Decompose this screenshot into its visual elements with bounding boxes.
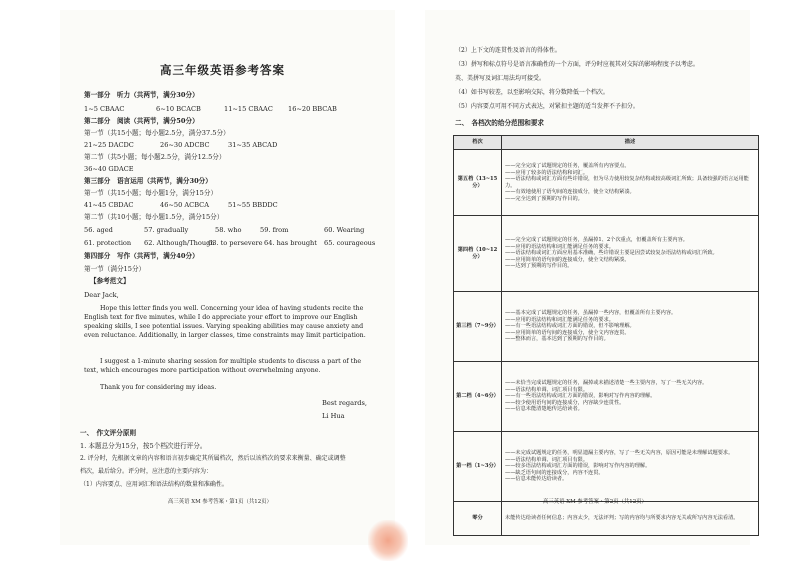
criterion-line: ——基本完成了试题规定的任务，虽漏掉一些内容，但覆盖所有主要内容。	[505, 310, 677, 317]
answer-page-2	[425, 10, 750, 545]
criterion-line: ——有一些语法结构或词汇方面的错误，但不影响理解。	[505, 323, 635, 330]
criterion-line: ——整体而言，基本达到了预期的写作目的。	[505, 336, 609, 343]
criterion-line: ——有效地使用了语句间的连接成分，使全文结构紧凑。	[505, 189, 635, 195]
criterion-line: ——应用了较多的语法结构和词汇。	[505, 169, 589, 176]
criterion-line: ——应用的语法结构和词汇能满足任务的要求。	[505, 316, 614, 323]
reading-answers-section2: 36~40 GDACE	[84, 165, 134, 173]
criterion-line: ——应用简单的语句间的连接成分，使全文内容连贯。	[505, 329, 630, 336]
description-cell	[502, 216, 759, 292]
rule-item-5: （5）内容要点可用不同方式表达，对紧扣主题的适当发挥不予扣分。	[455, 103, 639, 110]
cloze-section-heading: 第一节（共15小题；每小题1分，满分15分）	[84, 189, 218, 197]
letter-signature: Li Hua	[322, 412, 345, 420]
description-cell	[502, 150, 759, 216]
criterion-line: ——信息未能清楚地传达给读者。	[505, 406, 583, 413]
scoring-rule-2-cont: 档次，最后给分。评分时，应注意的主要内容为：	[80, 468, 213, 475]
criterion-line: ——语法结构或词汇方面有些许错误，但为尽力使用较复杂结构或较高级词汇所致；具备较强的语言运用能力。	[505, 176, 749, 189]
part4-heading: 第四部分 写作（共两节，满分40分）	[84, 252, 199, 260]
criterion-line: ——有一些语法结构或词汇方面的错误，影响对写作内容的理解。	[505, 393, 656, 400]
criterion-line: ——较少使用语句间的连接成分，内容缺少连贯性。	[505, 399, 625, 406]
criterion-line: 未能传达给读者任何信息；内容太少，无法评判；写的内容均与所要求内容无关或所写内容无法看清。	[505, 515, 739, 522]
page-title: 高三年级英语参考答案	[160, 63, 285, 77]
cloze-answers-1: 41~45 CBDAC	[84, 201, 134, 209]
table-row	[454, 362, 759, 432]
letter-salutation: Dear Jack,	[84, 291, 119, 299]
letter-closing: Best regards,	[322, 399, 367, 407]
rule-item-3: （3）拼写和标点符号是语言准确性的一个方面，评分时应视其对交际的影响程度予以考虑。	[455, 61, 699, 68]
listening-answers-4: 16~20 BBCAB	[288, 105, 337, 113]
criterion-line: ——信息未能传达给读者。	[505, 476, 568, 483]
table-title: 二、 各档次的给分范围和要求	[455, 119, 545, 127]
criterion-line: ——语法结构单调、词汇项目有限。	[505, 456, 589, 463]
scoring-rule-2: 2. 评分时，先根据文章的内容和语言初步确定其所属档次，然后以该档次的要求来衡量、确定或调整	[80, 455, 346, 462]
fill-answer: 60. Wearing	[324, 226, 365, 234]
criterion-line: ——缺乏语句间的连接成分，内容不连贯。	[505, 469, 604, 476]
reading-section2-heading: 第二节（共5小题；每小题2.5分，满分12.5分）	[84, 153, 226, 161]
scoring-rule-2-item1: （1）内容要点、应用词汇和语法结构的数量和准确性。	[80, 481, 228, 488]
fill-answer: 56. aged	[84, 226, 113, 234]
level-cell: 第五档（13~15分）	[454, 150, 502, 216]
part1-heading: 第一部分 听力（共两节，满分30分）	[84, 91, 199, 99]
reading-answers-1: 21~25 DACDC	[84, 141, 134, 149]
answer-page-1	[60, 10, 395, 545]
table-row	[454, 150, 759, 216]
criterion-line: ——未恰当完成试题规定的任务，漏掉或未描述清楚一些主要内容，写了一些无关内容。	[505, 380, 708, 387]
criterion-line: ——达到了预期的写作目的。	[505, 263, 573, 270]
criterion-line: ——应用的语法结构和词汇能满足任务的要求。	[505, 243, 614, 250]
rule-item-4: （4）如书写较差，以至影响交际，将分数降低一个档次。	[455, 89, 609, 96]
description-cell	[502, 432, 759, 502]
table-row	[454, 432, 759, 502]
letter-paragraph-1: Hope this letter finds you well. Concerning your idea of having students recite the English text for five minutes, while I do appreciate your effort to improve our English speaking skills, I see potential issues. Varying speaking abilities may cause anxiety and even reluctance. Additionally, in larger classes, time constraints may limit participation.	[84, 305, 366, 340]
level-column-header: 档次	[454, 136, 502, 150]
page-footer: 高三英语 XM 参考答案・第1页（共12页）	[168, 499, 272, 505]
cloze-answers-2: 46~50 ACBCA	[160, 201, 209, 209]
criterion-line: ——完全完成了试题规定的任务，覆盖所有内容要点。	[505, 163, 630, 169]
rule-item-2: （2）上下文的连贯性及语言的得体性。	[455, 47, 561, 54]
listening-answers-2: 6~10 BCACB	[156, 105, 201, 113]
reading-section1-heading: 第一节（共15小题；每小题2.5分，满分37.5分）	[84, 129, 230, 137]
description-cell	[502, 292, 759, 362]
reading-answers-3: 31~35 ABCAD	[228, 141, 278, 149]
cloze-answers-3: 51~55 BBDDC	[228, 201, 278, 209]
criterion-line: ——完全达到了预期的写作目的。	[505, 195, 583, 202]
listening-answers-3: 11~15 CBAAC	[224, 105, 273, 113]
table-row	[454, 502, 759, 536]
level-cell: 第三档（7~9分）	[454, 292, 502, 362]
criterion-line: ——较多语法结构或词汇方面的错误，影响对写作内容的理解。	[505, 463, 651, 470]
fill-answer: 61. protection	[84, 239, 132, 247]
fill-answer: 63. to persevere	[208, 239, 263, 247]
sample-essay-label: 【参考范文】	[90, 277, 130, 285]
listening-answers-1: 1~5 CBAAC	[84, 105, 125, 113]
letter-paragraph-3: Thank you for considering my ideas.	[100, 384, 217, 391]
finger-shadow	[368, 520, 408, 561]
table-header-row	[454, 136, 759, 150]
reading-answers-2: 26~30 ADCBC	[160, 141, 210, 149]
description-cell	[502, 502, 759, 536]
scoring-rule-1: 1. 本题总分为15分，按5个档次进行评分。	[80, 442, 207, 450]
writing-section1-heading: 第一节（满分15分）	[84, 265, 146, 273]
table-row	[454, 216, 759, 292]
level-cell: 第一档（1~3分）	[454, 432, 502, 502]
fill-answer: 62. Although/Though	[144, 239, 215, 247]
criterion-line: ——完全完成了试题规定的任务，虽漏掉1、2个次重点，但覆盖所有主要内容。	[505, 237, 688, 244]
fill-answer: 64. has brought	[264, 239, 317, 247]
criterion-line: ——未完成试题规定的任务，明显遗漏主要内容，写了一些无关内容，原因可能是未理解试题要求。	[505, 450, 734, 457]
part3-heading: 第三部分 语言运用（共两节，满分30分）	[84, 177, 212, 185]
rule-item-3-cont: 英、美拼写及词汇用法均可接受。	[455, 75, 546, 82]
description-column-header: 描述	[502, 136, 759, 150]
fill-answer: 57. gradually	[144, 226, 189, 234]
fill-answer: 58. who	[215, 226, 242, 234]
grading-table	[453, 135, 759, 536]
level-cell: 第四档（10~12分）	[454, 216, 502, 292]
letter-paragraph-2: I suggest a 1-minute sharing session for multiple students to discuss a part of the text, which encourages more participation without overwhelming anyone.	[84, 358, 362, 375]
level-cell: 零分	[454, 502, 502, 536]
criterion-line: ——语法结构单调、词汇项目有限。	[505, 386, 589, 393]
criterion-line: ——应用简单的语句间的连接成分，使全文结构紧凑。	[505, 256, 630, 263]
fill-answer: 65. courageous	[324, 239, 376, 247]
fill-answer: 59. from	[260, 226, 289, 234]
scoring-principles-heading: 一、 作文评分原则	[80, 429, 137, 437]
description-cell	[502, 362, 759, 432]
level-cell: 第二档（4~6分）	[454, 362, 502, 432]
table-row	[454, 292, 759, 362]
criterion-line: ——语法结构或词汇方面应用基本准确，些许错误主要是因尝试较复杂语法结构或词汇所致。	[505, 250, 718, 257]
grammar-fill-heading: 第二节（共10小题；每小题1.5分，满分15分）	[84, 213, 224, 221]
part2-heading: 第二部分 阅读（共两节，满分50分）	[84, 117, 199, 125]
page-footer: 高三英语 XM 参考答案・第2页（共12页）	[543, 499, 647, 505]
